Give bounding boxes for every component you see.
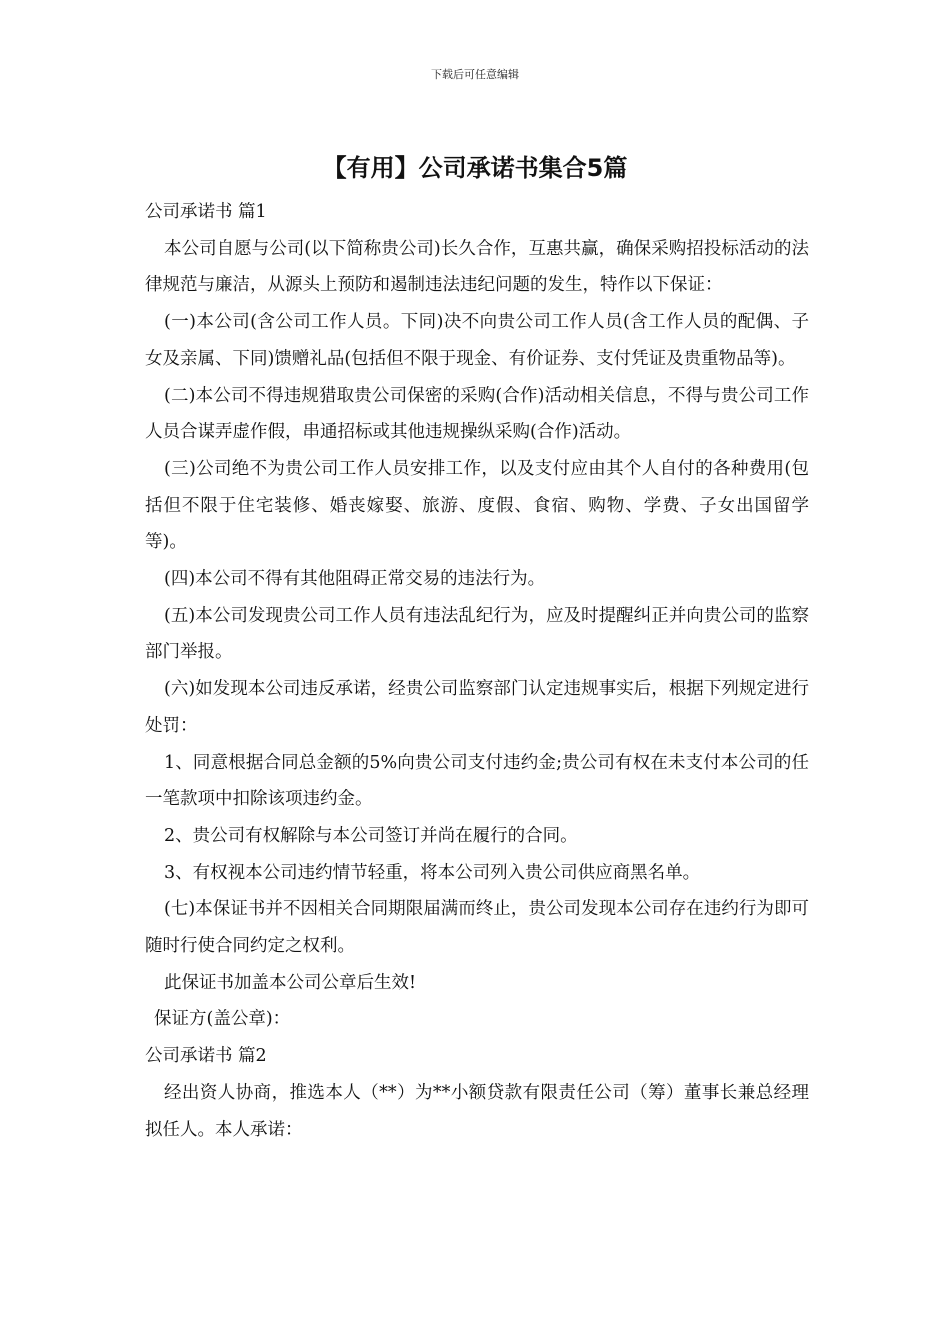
- validity-statement: 此保证书加盖本公司公章后生效!: [164, 972, 417, 993]
- section-heading: 公司承诺书 篇1: [145, 202, 267, 222]
- clause-paragraph: (四)本公司不得有其他阻碍正常交易的违法行为。: [164, 569, 546, 590]
- clause-paragraph: (七)本保证书并不因相关合同期限届满而终止，贵公司发现本公司存在违约行为即可随时行使合同约定之权利。: [145, 899, 809, 957]
- intro-paragraph: 本公司自愿与公司(以下简称贵公司)长久合作，互惠共赢，确保采购招投标活动的法律规范与廉洁，从源头上预防和遏制违法违纪问题的发生，特作以下保证：: [145, 238, 809, 296]
- signature-line: 保证方(盖公章)：: [154, 1009, 291, 1030]
- penalty-item: 3、有权视本公司违约情节轻重，将本公司列入贵公司供应商黑名单。: [164, 862, 701, 883]
- clause-paragraph: (六)如发现本公司违反承诺，经贵公司监察部门认定违规事实后，根据下列规定进行处罚：: [145, 679, 809, 736]
- clause-paragraph: (二)本公司不得违规猎取贵公司保密的采购(合作)活动相关信息，不得与贵公司工作人员合谋弄虚作假，串通招标或其他违规操纵采购(合作)活动。: [145, 385, 809, 443]
- clause-paragraph: (一)本公司(含公司工作人员。下同)决不向贵公司工作人员(含工作人员的配偶、子女及亲属、下同)馈赠礼品(包括但不限于现金、有价证券、支付凭证及贵重物品等)。: [145, 312, 809, 369]
- section-heading: 公司承诺书 篇2: [145, 1046, 267, 1067]
- document-title: 【有用】公司承诺书集合5篇: [322, 154, 628, 182]
- intro-paragraph: 经出资人协商，推选本人（**）为**小额贷款有限责任公司（筹）董事长兼总经理拟任人。本人承诺：: [145, 1082, 809, 1140]
- clause-paragraph: (五)本公司发现贵公司工作人员有违法乱纪行为，应及时提醒纠正并向贵公司的监察部门举报。: [145, 605, 809, 663]
- document-body: [145, 194, 809, 1148]
- penalty-item: 2、贵公司有权解除与本公司签订并尚在履行的合同。: [164, 825, 578, 846]
- clause-paragraph: (三)公司绝不为贵公司工作人员安排工作，以及支付应由其个人自付的各种费用(包括但不限于住宅装修、婚丧嫁娶、旅游、度假、食宿、购物、学费、子女出国留学等)。: [145, 458, 809, 553]
- header-note: 下载后可任意编辑: [431, 68, 519, 81]
- penalty-item: 1、同意根据合同总金额的5%向贵公司支付违约金;贵公司有权在未支付本公司的任一笔款项中扣除该项违约金。: [145, 752, 809, 810]
